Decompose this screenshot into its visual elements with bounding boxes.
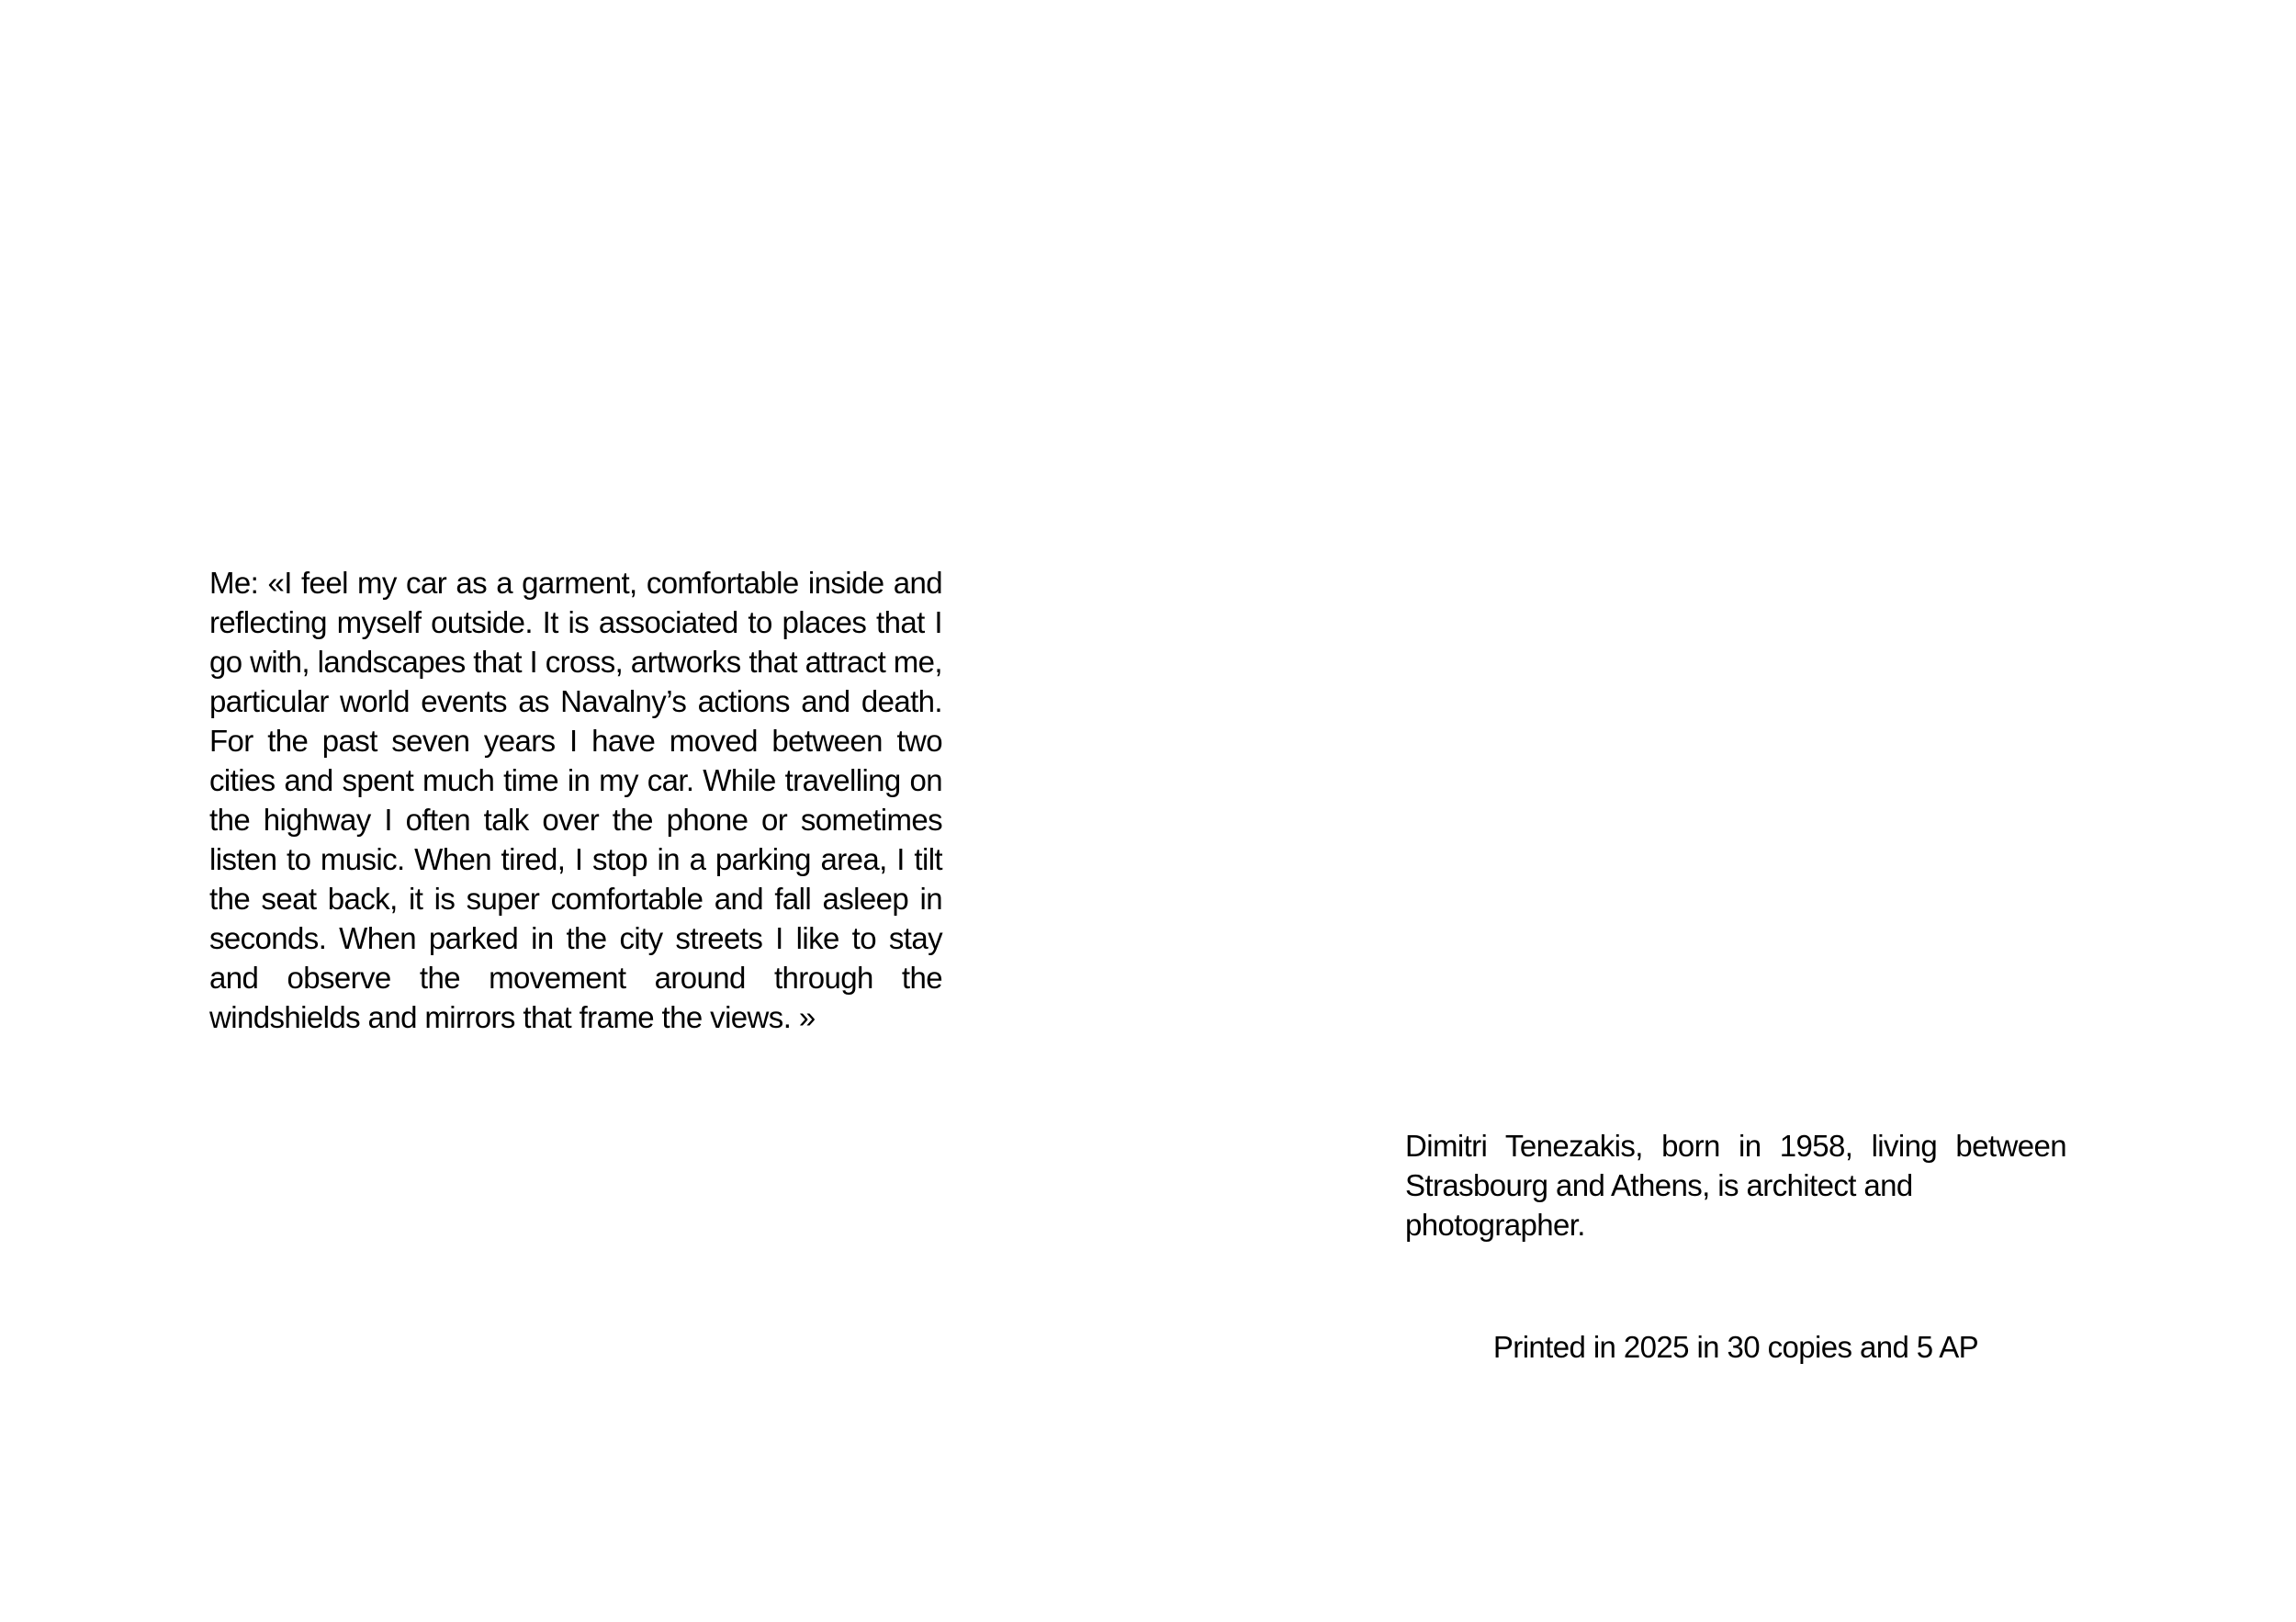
- artist-bio-line-1: Dimitri Tenezakis, born in 1958, living between: [1405, 1129, 2066, 1163]
- artist-bio-line-2: Strasbourg and Athens, is architect and photographer.: [1405, 1168, 1913, 1242]
- artist-bio: [1405, 1126, 2066, 1245]
- artist-statement: Me: «I feel my car as a garment, comfortable inside and reflecting myself outside. It is associated to places that I go with, landscapes that I cross, artworks that attract me, particular world events as Navalny’s actions and death. For the past seven years I have moved between two cities and spent much time in my car. While travelling on the highway I often talk over the phone or sometimes listen to music. When tired, I stop in a parking area, I tilt the seat back, it is super comfortable and fall asleep in seconds. When parked in the city streets I like to stay and observe the movement around through the windshields and mirrors that frame the views. »: [209, 566, 942, 1034]
- colophon: Printed in 2025 in 30 copies and 5 AP: [1492, 1330, 1979, 1364]
